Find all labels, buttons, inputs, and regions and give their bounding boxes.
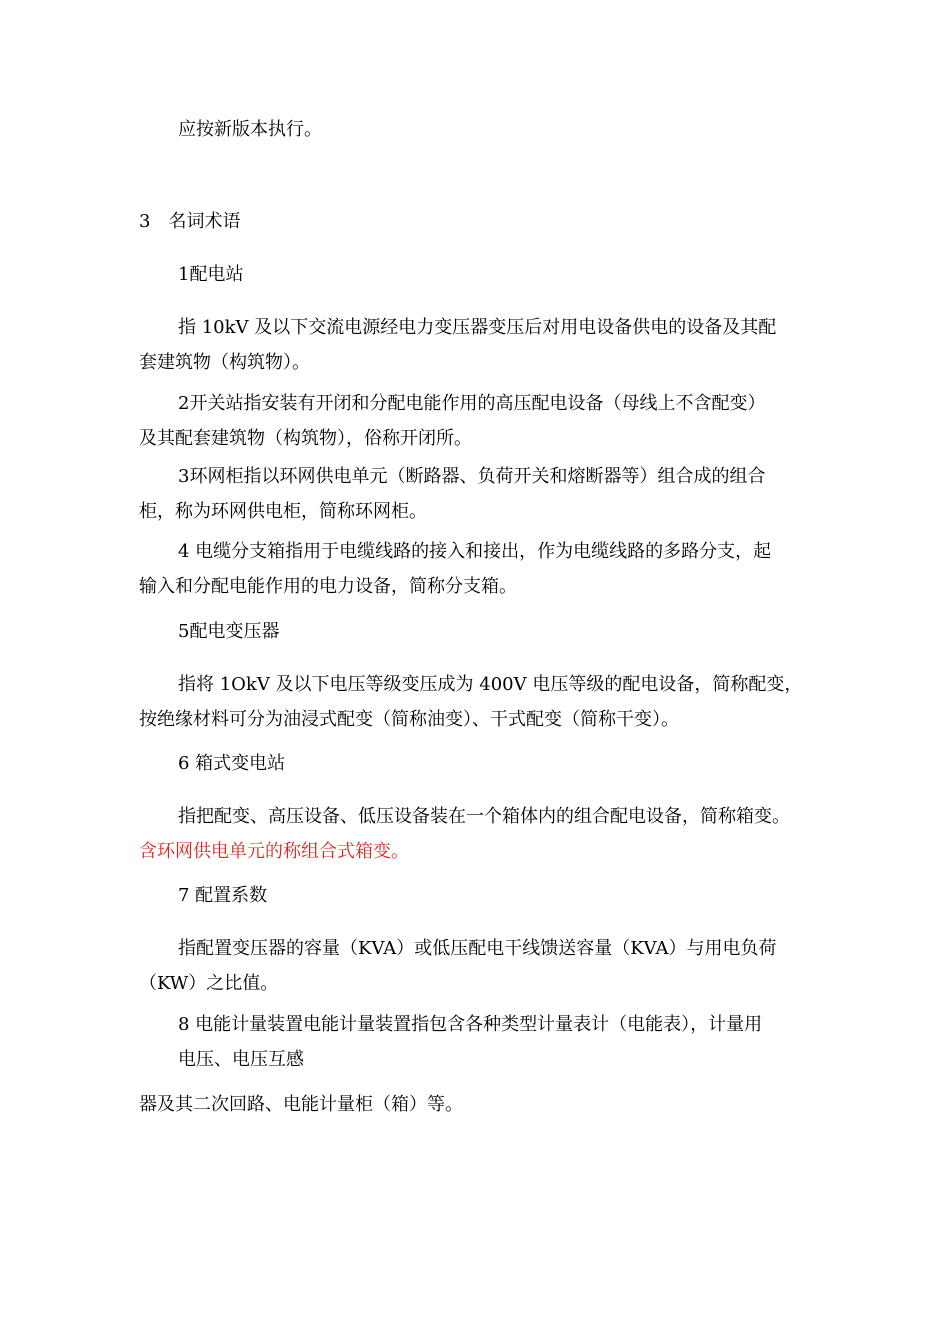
text-line: 柜，称为环网供电柜，简称环网柜。	[139, 501, 427, 522]
text-line: 2开关站指安装有开闭和分配电能作用的高压配电设备（母线上不含配变）	[178, 393, 766, 414]
text-line: 套建筑物（构筑物）。	[139, 352, 310, 373]
text-line: 指 10kV 及以下交流电源经电力变压器变压后对用电设备供电的设备及其配	[178, 317, 777, 338]
text-line: 指把配变、高压设备、低压设备装在一个箱体内的组合配电设备，简称箱变。	[178, 806, 790, 827]
section-heading: 3 名词术语	[139, 211, 241, 232]
term-heading: 7 配置系数	[178, 885, 268, 906]
text-line: 器及其二次回路、电能计量柜（箱）等。	[139, 1094, 463, 1115]
text-line: 输入和分配电能作用的电力设备，简称分支箱。	[139, 576, 517, 597]
text-line: 按绝缘材料可分为油浸式配变（简称油变）、干式配变（简称干变）。	[139, 709, 679, 730]
text-line: 3环网柜指以环网供电单元（断路器、负荷开关和熔断器等）组合成的组合	[178, 466, 766, 487]
text-line: （KW）之比值。	[139, 973, 279, 994]
term-heading: 6 箱式变电站	[178, 753, 286, 774]
text-line: 指将 1OkV 及以下电压等级变压成为 400V 电压等级的配电设备，简称配变，	[178, 674, 803, 695]
highlighted-text-line: 含环网供电单元的称组合式箱变。	[139, 841, 409, 862]
text-line: 及其配套建筑物（构筑物），俗称开闭所。	[139, 428, 472, 449]
term-heading: 1配电站	[178, 264, 244, 285]
term-heading: 5配电变压器	[178, 621, 280, 642]
text-line: 电压、电压互感	[178, 1049, 304, 1070]
text-line: 指配置变压器的容量（KVA）或低压配电干线馈送容量（KVA）与用电负荷	[178, 938, 777, 959]
text-line: 应按新版本执行。	[178, 119, 322, 140]
text-line: 4 电缆分支箱指用于电缆线路的接入和接出，作为电缆线路的多路分支，起	[178, 541, 772, 562]
text-line: 8 电能计量装置电能计量装置指包含各种类型计量表计（电能表），计量用	[178, 1014, 763, 1035]
